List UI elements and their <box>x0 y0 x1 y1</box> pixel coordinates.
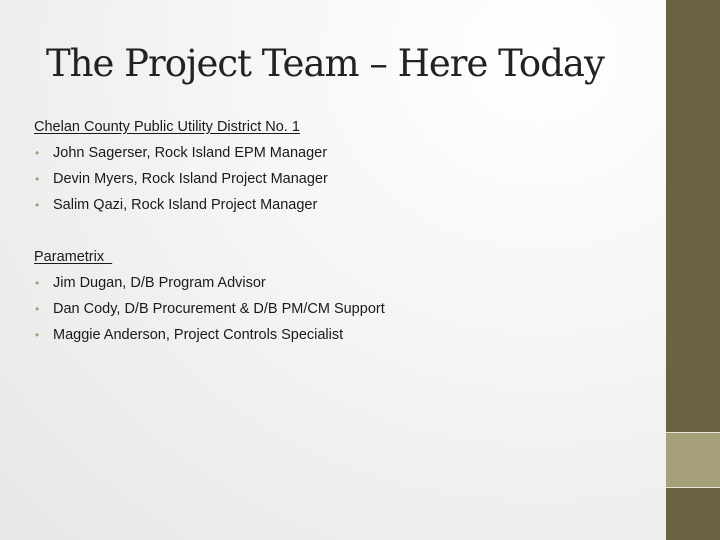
list-item <box>34 170 328 196</box>
list-item-text: John Sagerser, Rock Island EPM Manager <box>53 145 328 161</box>
section-heading: Chelan County Public Utility District No. 1 <box>34 119 300 135</box>
bullet-icon: • <box>35 198 40 212</box>
list-item <box>34 274 385 300</box>
bullet-icon: • <box>35 276 40 290</box>
list-item <box>34 300 385 326</box>
bullet-icon: • <box>35 172 40 186</box>
section-chelan-pud <box>34 118 328 222</box>
bullet-list <box>34 144 328 222</box>
accent-bar-middle <box>666 433 720 487</box>
bullet-icon: • <box>35 302 40 316</box>
bullet-list <box>34 274 385 352</box>
list-item <box>34 326 385 352</box>
accent-bar-bottom <box>666 488 720 540</box>
bullet-icon: • <box>35 328 40 342</box>
list-item-text: Maggie Anderson, Project Controls Specialist <box>53 327 344 343</box>
list-item-text: Devin Myers, Rock Island Project Manager <box>53 171 328 187</box>
list-item-text: Dan Cody, D/B Procurement & D/B PM/CM Support <box>53 301 385 317</box>
list-item-text: Jim Dugan, D/B Program Advisor <box>53 275 266 291</box>
list-item <box>34 144 328 170</box>
accent-bar-top <box>666 0 720 432</box>
bullet-icon: • <box>35 146 40 160</box>
section-heading: Parametrix <box>34 249 113 265</box>
section-parametrix <box>34 248 385 352</box>
slide-title: The Project Team – Here Today <box>46 42 604 85</box>
list-item <box>34 196 328 222</box>
list-item-text: Salim Qazi, Rock Island Project Manager <box>53 197 318 213</box>
